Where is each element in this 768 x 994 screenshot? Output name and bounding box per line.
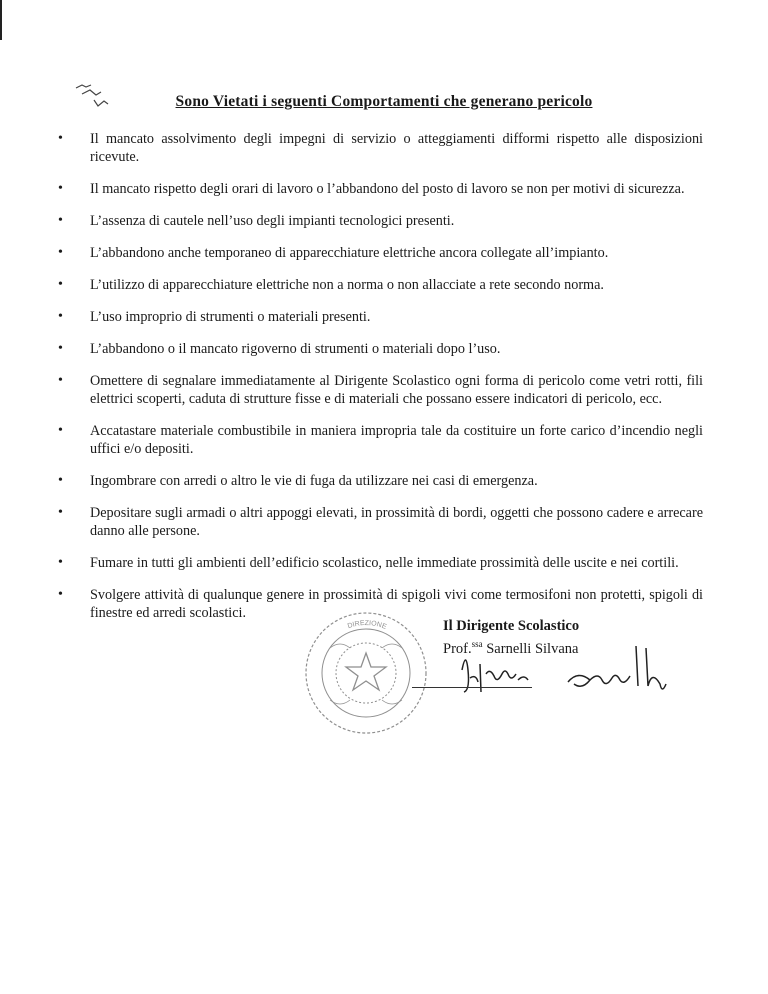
bullet-icon: • [58, 473, 63, 488]
bullet-icon: • [58, 309, 63, 324]
rule-text: Fumare in tutti gli ambienti dell’edificio scolastico, nelle immediate prossimità delle uscite e nei cortili. [90, 555, 679, 571]
rule-text: L’assenza di cautele nell’uso degli impianti tecnologici presenti. [90, 213, 455, 229]
rule-text: L’uso improprio di strumenti o materiali presenti. [90, 309, 371, 325]
bullet-icon: • [58, 423, 63, 438]
rule-text: Il mancato assolvimento degli impegni di servizio o atteggiamenti difformi rispetto alle disposizioni ricevute. [90, 131, 703, 165]
rules-list [58, 130, 703, 636]
bullet-icon: • [58, 373, 63, 388]
list-item [58, 308, 703, 326]
signer-role: Il Dirigente Scolastico [443, 618, 580, 634]
handwritten-signature [400, 640, 700, 700]
rule-text: L’abbandono o il mancato rigoverno di strumenti o materiali dopo l’uso. [90, 341, 501, 357]
bullet-icon: • [58, 245, 63, 260]
bullet-icon: • [58, 341, 63, 356]
rule-text: Omettere di segnalare immediatamente al Dirigente Scolastico ogni forma di pericolo come vetri rotti, fili elettrici scoperti, caduta di strutture fisse e di materiali che possano essere indicatori di pericolo, ecc. [90, 373, 703, 407]
signature-line [412, 687, 532, 688]
stamp-text: DIREZIONE [346, 619, 388, 631]
list-item [58, 504, 703, 540]
bullet-icon: • [58, 555, 63, 570]
bullet-icon: • [58, 505, 63, 520]
list-item [58, 422, 703, 458]
list-item [58, 244, 703, 262]
rule-text: Accatastare materiale combustibile in maniera impropria tale da costituire un forte carico d’incendio negli uffici e/o depositi. [90, 423, 703, 457]
list-item [58, 372, 703, 408]
rule-text: L’utilizzo di apparecchiature elettriche non a norma o non allacciate a rete secondo norma. [90, 277, 604, 293]
rule-text: Ingombrare con arredi o altro le vie di fuga da utilizzare nei casi di emergenza. [90, 473, 538, 489]
signer-name: Prof.$^{ssa}$ Sarnelli Silvana [443, 639, 579, 657]
list-item [58, 180, 703, 198]
page-title: Sono Vietati i seguenti Comportamenti che generano pericolo [175, 93, 593, 110]
bullet-icon: • [58, 277, 63, 292]
rule-text: Svolgere attività di qualunque genere in prossimità di spigoli vivi come termosifoni non protetti, spigoli di finestre ed arredi scolastici. [90, 587, 703, 621]
bullet-icon: • [58, 181, 63, 196]
rule-text: L’abbandono anche temporaneo di apparecchiature elettriche ancora collegate all’impianto. [90, 245, 609, 261]
list-item [58, 276, 703, 294]
list-item [58, 340, 703, 358]
bullet-icon: • [58, 587, 63, 602]
list-item [58, 212, 703, 230]
bullet-icon: • [58, 131, 63, 146]
bullet-icon: • [58, 213, 63, 228]
list-item [58, 472, 703, 490]
page-edge-mark [0, 0, 2, 40]
list-item [58, 130, 703, 166]
list-item [58, 554, 703, 572]
rule-text: Il mancato rispetto degli orari di lavoro o l’abbandono del posto di lavoro se non per motivi di sicurezza. [90, 181, 685, 197]
rule-text: Depositare sugli armadi o altri appoggi elevati, in prossimità di bordi, oggetti che possono cadere e arrecare danno alle persone. [90, 505, 703, 539]
